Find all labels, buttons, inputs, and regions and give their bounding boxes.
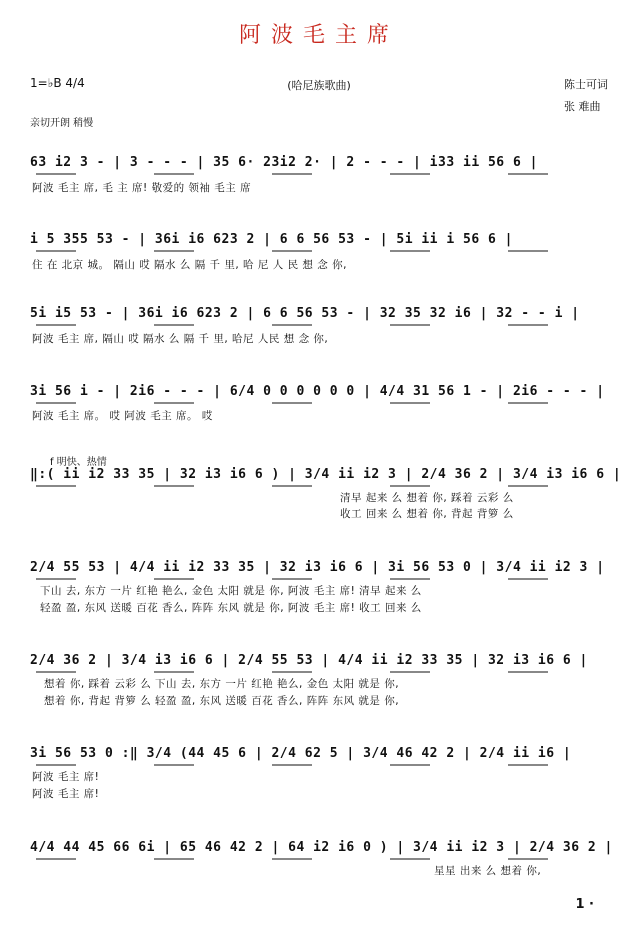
notation-line-3: 5i i5 53 - | 36i i6 623 2 | 6 6 56 53 - | 32 35 32 i6 | 32 - - i |: [30, 306, 580, 321]
lyrics-line-8b: 阿波 毛主 席!: [32, 788, 100, 800]
lyrics-line-5b: 收工 回来 么 想着 你, 背起 背箩 么: [340, 508, 514, 520]
tempo-marking: 亲切开朗 稍慢: [30, 118, 94, 129]
notation-line-5: ‖:( ii i2 33 35 | 32 i3 i6 6 ) | 3/4 ii i2 3 | 2/4 36 2 | 3/4 i3 i6 6 |: [30, 467, 622, 482]
lyrics-line-4: 阿波 毛主 席。 哎 阿波 毛主 席。 哎: [32, 410, 213, 422]
lyrics-line-5a: 清早 起来 么 想着 你, 踩着 云彩 么: [340, 492, 514, 504]
song-title: 阿波毛主席: [238, 23, 399, 48]
lyrics-line-8a: 阿波 毛主 席!: [32, 771, 100, 783]
credits: [564, 74, 608, 118]
key-signature: 1=♭B 4/4: [30, 76, 85, 90]
notation-line-2: i 5 355 53 - | 36i i6 623 2 | 6 6 56 53 - | 5i ii i 56 6 |: [30, 232, 513, 247]
lyrics-line-7b: 想着 你, 背起 背箩 么 轻盈 盈, 东风 送暖 百花 香么, 阵阵 东风 就是 你,: [44, 695, 400, 707]
notation-line-1: 63 i2 3 - | 3 - - - | 35 6· 23i2 2· | 2 - - - | i33 ii 56 6 |: [30, 155, 538, 170]
notation-line-4: 3i 56 i - | 2i6 - - - | 6/4 0 0 0 0 0 0 | 4/4 31 56 1 - | 2i6 - - - |: [30, 384, 605, 399]
notation-line-9: 4/4 44 45 66 6i | 65 46 42 2 | 64 i2 i6 0 ) | 3/4 ii i2 3 | 2/4 36 2 |: [30, 840, 613, 855]
lyrics-line-7a: 想着 你, 踩着 云彩 么 下山 去, 东方 一片 红艳 艳么, 金色 太阳 就是 你,: [44, 678, 400, 690]
lyricist: 陈士可词: [564, 78, 608, 91]
page-number: 1 ·: [575, 897, 594, 912]
lyrics-line-2: 住 在 北京 城。 隔山 哎 隔水 么 隔 千 里, 哈 尼 人 民 想 念 你,: [32, 259, 347, 271]
composer: 张 难曲: [564, 100, 601, 113]
notation-line-8: 3i 56 53 0 :‖ 3/4 (44 45 6 | 2/4 62 5 | 3/4 46 42 2 | 2/4 ii i6 |: [30, 746, 572, 761]
lyrics-line-6a: 下山 去, 东方 一片 红艳 艳么, 金色 太阳 就是 你, 阿波 毛主 席! 清早 起来 么: [40, 585, 422, 597]
lyrics-line-1: 阿波 毛主 席, 毛 主 席! 敬爱的 领袖 毛主 席: [32, 182, 252, 194]
song-genre: (哈尼族歌曲): [287, 79, 351, 92]
lyrics-line-9: 星星 出来 么 想着 你,: [434, 865, 542, 877]
lyrics-line-6b: 轻盈 盈, 东风 送暖 百花 香么, 阵阵 东风 就是 你, 阿波 毛主 席! 收工 回来 么: [40, 602, 422, 614]
lyrics-line-3: 阿波 毛主 席, 隔山 哎 隔水 么 隔 千 里, 哈尼 人民 想 念 你,: [32, 333, 329, 345]
tempo-marking-2: f 明快、热情: [50, 457, 107, 468]
notation-line-7: 2/4 36 2 | 3/4 i3 i6 6 | 2/4 55 53 | 4/4 ii i2 33 35 | 32 i3 i6 6 |: [30, 653, 588, 668]
notation-line-6: 2/4 55 53 | 4/4 ii i2 33 35 | 32 i3 i6 6 | 3i 56 53 0 | 3/4 ii i2 3 |: [30, 560, 605, 575]
